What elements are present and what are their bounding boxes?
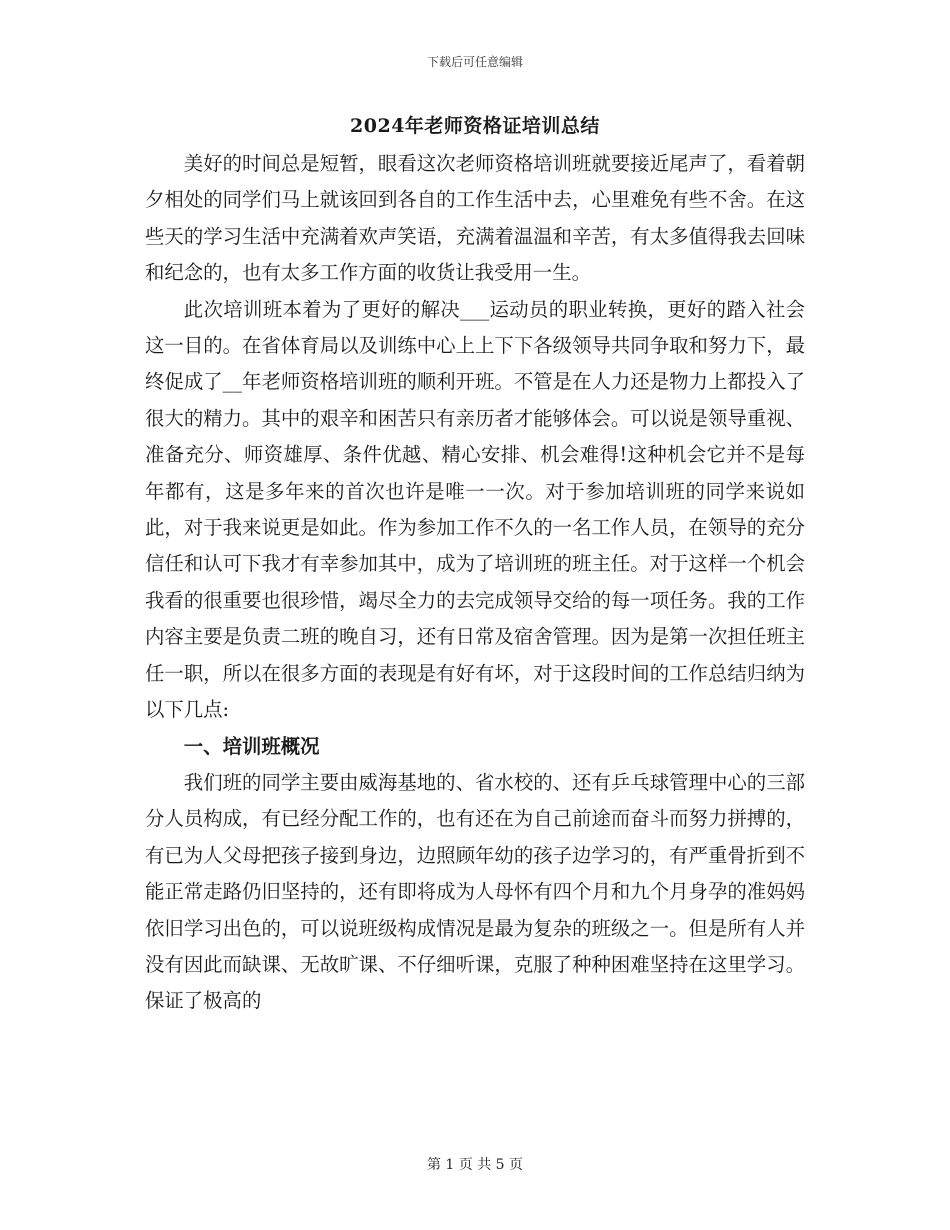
section-heading: 一、培训班概况 (183, 734, 320, 758)
page-number: 第 1 页 共 5 页 (426, 1157, 524, 1173)
paragraph-class-overview: 我们班的同学主要由威海基地的、省水校的、还有乒乓球管理中心的三部分人员构成，有已经分配工作的，也有还在为自己前途而奋斗而努力拼搏的，有已为人父母把孩子接到身边，边照顾年幼的孩子边学习的，有严重骨折到不能正常走路仍旧坚持的，还有即将成为人母怀有四个月和九个月身孕的准妈妈依旧学习出色的，可以说班级构成情况是最为复杂的班级之一。但是所有人并没有因此而缺课、无故旷课、不仔细听课，克服了种种困难坚持在这里学习。保证了极高的 (145, 770, 805, 1013)
paragraph-purpose: 此次培训班本着为了更好的解决___运动员的职业转换，更好的踏入社会这一目的。在省体育局以及训练中心上上下下各级领导共同争取和努力下，最终促成了__年老师资格培训班的顺利开班。不管是在人力还是物力上都投入了很大的精力。其中的艰辛和困苦只有亲历者才能够体会。可以说是领导重视、准备充分、师资雄厚、条件优越、精心安排、机会难得!这种机会它并不是每年都有，这是多年来的首次也许是唯一一次。对于参加培训班的同学来说如此，对于我来说更是如此。作为参加工作不久的一名工作人员，在领导的充分信任和认可下我才有幸参加其中，成为了培训班的班主任。对于这样一个机会我看的很重要也很珍惜，竭尽全力的去完成领导交给的每一项任务。我的工作内容主要是负责二班的晚自习，还有日常及宿舍管理。因为是第一次担任班主任一职，所以在很多方面的表现是有好有坏，对于这段时间的工作总结归纳为以下几点: (145, 297, 805, 722)
document-body (145, 146, 805, 1020)
paragraph-intro: 美好的时间总是短暂，眼看这次老师资格培训班就要接近尾声了，看着朝夕相处的同学们马上就该回到各自的工作生活中去，心里难免有些不舍。在这些天的学习生活中充满着欢声笑语，充满着温温和辛苦，有太多值得我去回味和纪念的，也有太多工作方面的收货让我受用一生。 (145, 152, 805, 285)
document-title: 2024年老师资格证培训总结 (350, 115, 600, 137)
header-note: 下载后可任意编辑 (426, 55, 523, 69)
